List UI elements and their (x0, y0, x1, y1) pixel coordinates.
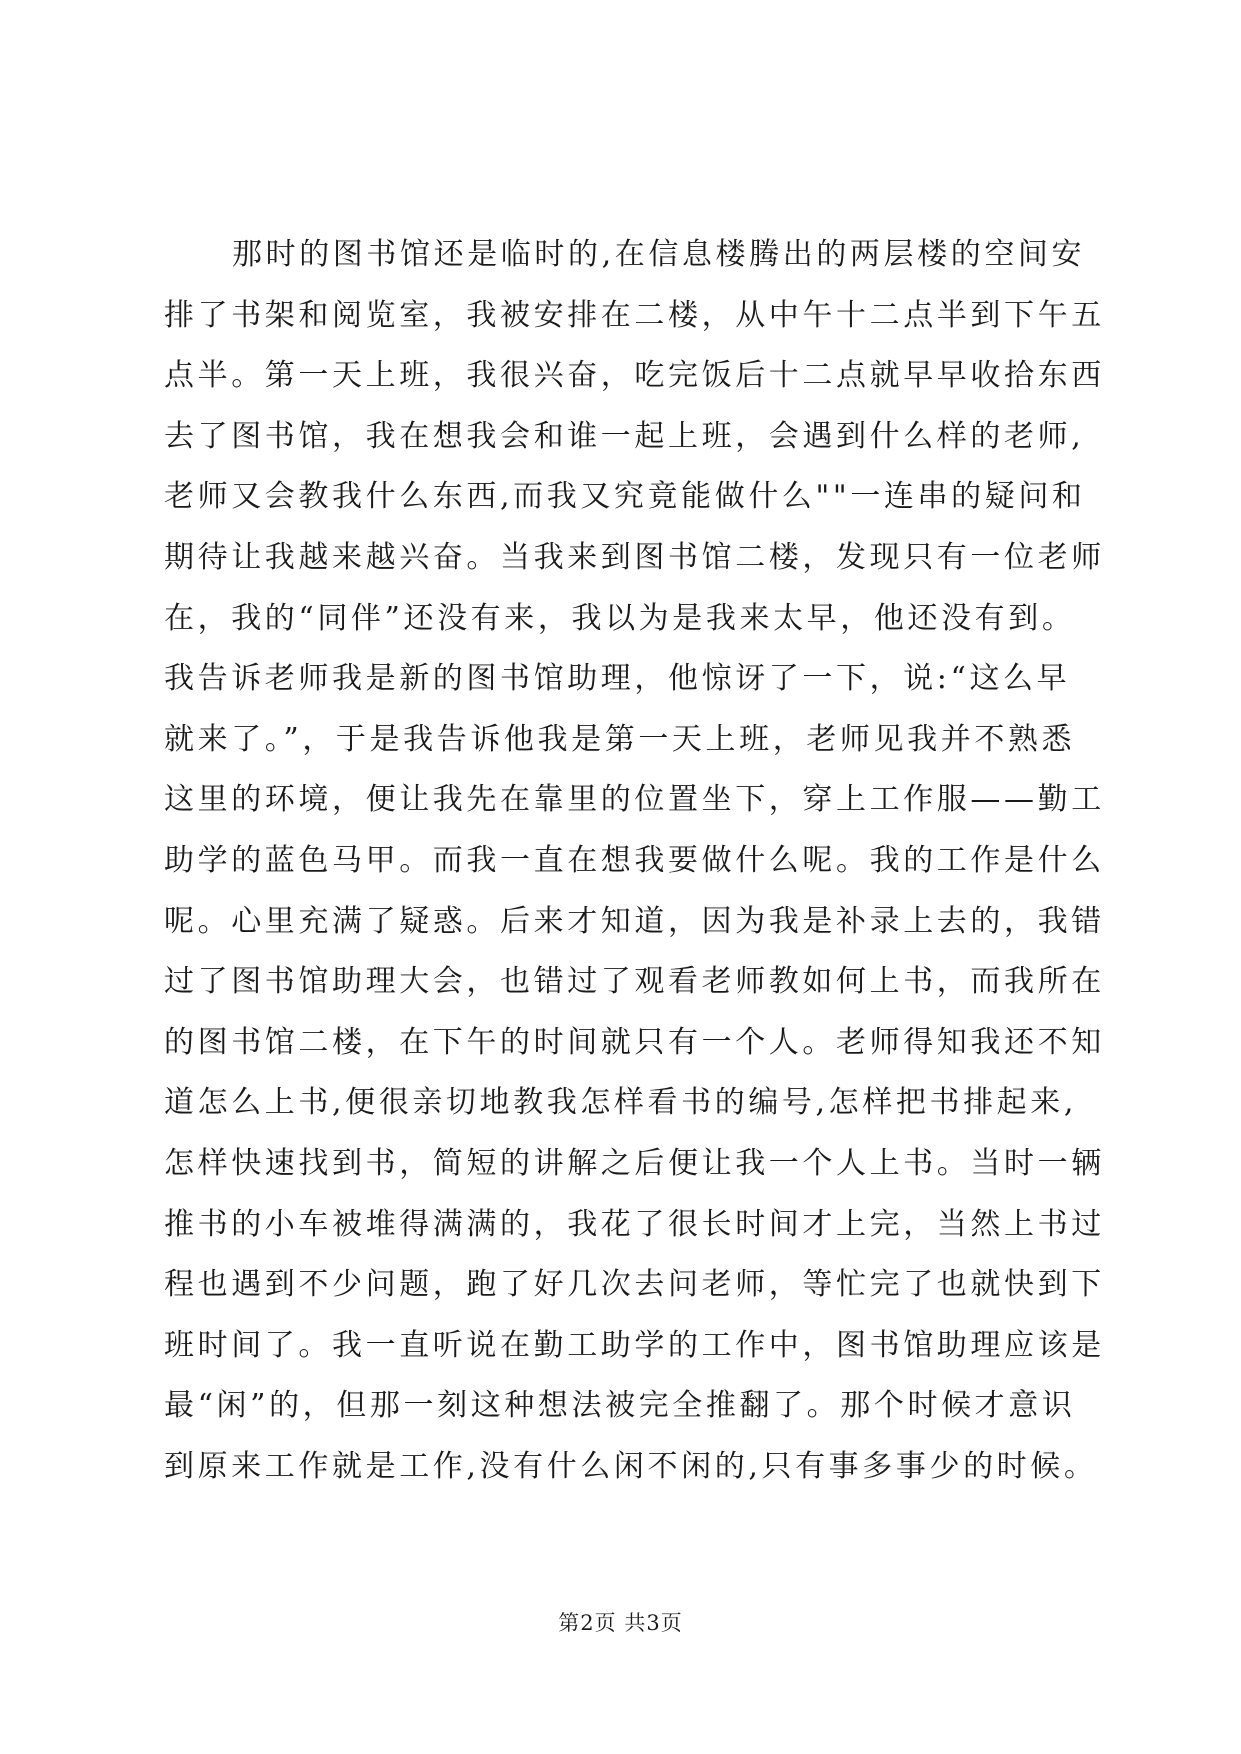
paragraph-line: 的图书馆二楼，在下午的时间就只有一个人。老师得知我还不知 (164, 1024, 1105, 1060)
paragraph-line: 呢。心里充满了疑惑。后来才知道，因为我是补录上去的，我错 (164, 903, 1105, 939)
paragraph-line: 怎样快速找到书，简短的讲解之后便让我一个人上书。当时一辆 (164, 1145, 1105, 1181)
paragraph-line: 老师又会教我什么东西,而我又究竟能做什么""一连串的疑问和 (164, 479, 1086, 515)
paragraph-line: 我告诉老师我是新的图书馆助理，他惊讶了一下，说:“这么早 (164, 661, 1071, 697)
paragraph-line: 排了书架和阅览室，我被安排在二楼，从中午十二点半到下午五 (164, 297, 1105, 333)
page-number-footer: 第2页 共3页 (558, 1611, 683, 1635)
paragraph-line: 推书的小车被堆得满满的，我花了很长时间才上完，当然上书过 (164, 1206, 1105, 1242)
paragraph-line: 那时的图书馆还是临时的,在信息楼腾出的两层楼的空间安 (232, 237, 1086, 272)
paragraph-line: 就来了。”，于是我告诉他我是第一天上班，老师见我并不熟悉 (164, 721, 1076, 757)
paragraph-line: 程也遇到不少问题，跑了好几次去问老师，等忙完了也就快到下 (164, 1267, 1105, 1303)
paragraph-line: 过了图书馆助理大会，也错过了观看老师教如何上书，而我所在 (164, 964, 1105, 1000)
paragraph-line: 班时间了。我一直听说在勤工助学的工作中，图书馆助理应该是 (164, 1327, 1105, 1363)
body-paragraph (164, 225, 1105, 1497)
paragraph-line: 期待让我越来越兴奋。当我来到图书馆二楼，发现只有一位老师 (164, 539, 1105, 575)
paragraph-line: 道怎么上书,便很亲切地教我怎样看书的编号,怎样把书排起来, (164, 1085, 1078, 1121)
paragraph-line: 最“闲”的，但那一刻这种想法被完全推翻了。那个时候才意识 (164, 1388, 1076, 1424)
paragraph-line: 去了图书馆，我在想我会和谁一起上班，会遇到什么样的老师, (164, 418, 1085, 454)
paragraph-line: 到原来工作就是工作,没有什么闲不闲的,只有事多事少的时候。 (164, 1448, 1098, 1484)
paragraph-line: 在，我的“同伴”还没有来，我以为是我来太早，他还没有到。 (164, 600, 1076, 636)
paragraph-line: 助学的蓝色马甲。而我一直在想我要做什么呢。我的工作是什么 (164, 842, 1105, 878)
paragraph-line: 这里的环境，便让我先在靠里的位置坐下，穿上工作服——勤工 (164, 782, 1105, 818)
paragraph-line: 点半。第一天上班，我很兴奋，吃完饭后十二点就早早收拾东西 (164, 358, 1105, 394)
